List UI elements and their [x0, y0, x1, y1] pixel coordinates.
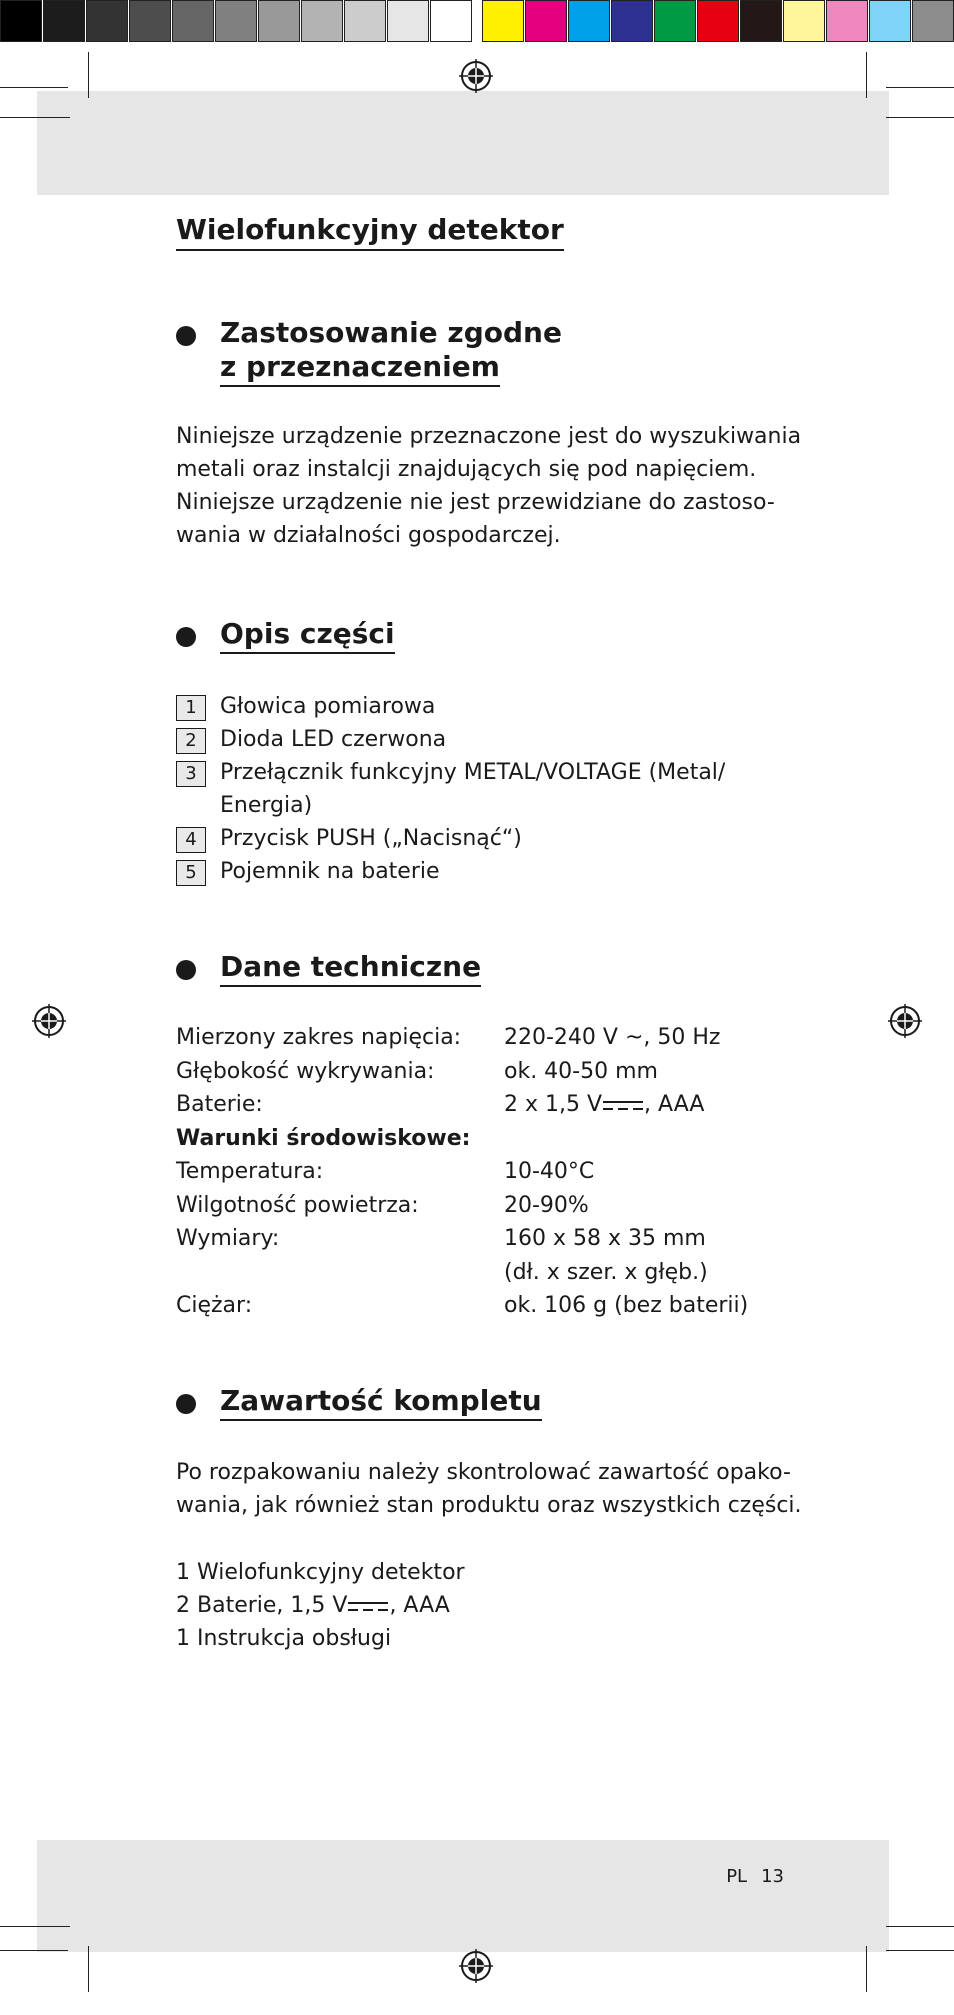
- heading-text: Zawartość kompletu: [220, 1384, 542, 1421]
- registration-mark-icon: [888, 1004, 922, 1038]
- top-gray-band: [37, 91, 889, 195]
- part-label-continued: Energia): [220, 793, 313, 818]
- spec-value: [504, 1088, 704, 1122]
- spec-label: Mierzony zakres napięcia:: [176, 1025, 462, 1050]
- part-number: 3: [176, 761, 206, 787]
- list-item: [176, 723, 725, 756]
- gray-swatch: [215, 0, 257, 42]
- battery-type: , AAA: [389, 1593, 450, 1618]
- spec-value: 220-240 V ~, 50 Hz: [504, 1025, 721, 1050]
- paragraph-line: wania w działalności gospodarczej.: [176, 523, 561, 548]
- color-swatch: [611, 0, 653, 42]
- part-number: 1: [176, 695, 206, 721]
- registration-mark-icon: [32, 1004, 66, 1038]
- spec-value: ok. 106 g (bez baterii): [504, 1293, 749, 1318]
- spec-value: 20-90%: [504, 1192, 589, 1218]
- spec-value-continued: (dł. x szer. x głęb.): [504, 1259, 708, 1285]
- part-label: Dioda LED czerwona: [220, 727, 447, 752]
- intended-use-paragraph: [176, 420, 801, 552]
- paragraph-line: Niniejsze urządzenie nie jest przewidziane do zastoso-: [176, 490, 775, 515]
- part-label: Głowica pomiarowa: [220, 694, 436, 719]
- color-swatch: [740, 0, 782, 42]
- spec-value: 10-40°C: [504, 1159, 595, 1184]
- color-swatch: [826, 0, 868, 42]
- parts-list: [176, 690, 725, 888]
- spec-label: Temperatura:: [176, 1159, 324, 1184]
- heading-text: Dane techniczne: [220, 950, 481, 987]
- bullet-icon: [176, 1394, 196, 1414]
- part-label: Przycisk PUSH („Nacisnąć“): [220, 826, 522, 851]
- spec-label: Głębokość wykrywania:: [176, 1058, 435, 1084]
- list-item: [176, 1589, 465, 1622]
- contents-paragraph: [176, 1456, 802, 1522]
- list-item: [176, 756, 725, 822]
- spec-value: ok. 40-50 mm: [504, 1058, 658, 1084]
- page-title: Wielofunkcyjny detektor: [176, 214, 564, 251]
- grayscale-color-bar: [0, 0, 473, 44]
- heading-line-2: z przeznaczeniem: [220, 350, 500, 387]
- spec-label: Ciężar:: [176, 1293, 253, 1318]
- part-number: 2: [176, 728, 206, 754]
- color-swatch: [568, 0, 610, 42]
- gray-swatch: [344, 0, 386, 42]
- bullet-icon: [176, 960, 196, 980]
- page-footer: [712, 1866, 784, 1887]
- gray-swatch: [258, 0, 300, 42]
- gray-swatch: [43, 0, 85, 42]
- color-swatch: [525, 0, 567, 42]
- cmyk-color-bar: [482, 0, 954, 44]
- color-swatch: [912, 0, 954, 42]
- color-swatch: [482, 0, 524, 42]
- list-item: 1 Instrukcja obsługi: [176, 1626, 392, 1651]
- list-item: [176, 855, 725, 888]
- battery-type: , AAA: [644, 1092, 705, 1117]
- gray-swatch: [430, 0, 472, 42]
- paragraph-line: Niniejsze urządzenie przeznaczone jest do wyszukiwania: [176, 424, 802, 449]
- gray-swatch: [129, 0, 171, 42]
- bullet-icon: [176, 326, 196, 346]
- contents-list: [176, 1556, 465, 1655]
- list-item: 1 Wielofunkcyjny detektor: [176, 1560, 465, 1585]
- color-swatch: [654, 0, 696, 42]
- color-swatch: [869, 0, 911, 42]
- part-number: 4: [176, 827, 206, 853]
- registration-mark-icon: [459, 1949, 493, 1983]
- spec-label: Wymiary:: [176, 1226, 280, 1251]
- list-item: [176, 822, 725, 855]
- color-swatch: [783, 0, 825, 42]
- registration-mark-icon: [459, 59, 493, 93]
- bullet-icon: [176, 627, 196, 647]
- page-number: 13: [761, 1866, 784, 1887]
- paragraph-line: Po rozpakowaniu należy skontrolować zawartość opako-: [176, 1460, 791, 1485]
- part-label: Pojemnik na baterie: [220, 859, 440, 884]
- gray-swatch: [172, 0, 214, 42]
- paragraph-line: wania, jak również stan produktu oraz wszystkich części.: [176, 1493, 802, 1518]
- gray-swatch: [301, 0, 343, 42]
- gray-swatch: [0, 0, 42, 42]
- bottom-gray-band: [37, 1840, 889, 1952]
- heading-text: Opis części: [220, 617, 395, 654]
- part-number: 5: [176, 860, 206, 886]
- heading-line-1: Zastosowanie zgodne: [220, 316, 562, 349]
- gray-swatch: [387, 0, 429, 42]
- list-item: [176, 690, 725, 723]
- spec-value: 160 x 58 x 35 mm: [504, 1226, 706, 1251]
- color-swatch: [697, 0, 739, 42]
- direct-current-icon: [348, 1599, 388, 1613]
- language-code: PL: [726, 1866, 748, 1887]
- direct-current-icon: [603, 1098, 643, 1112]
- battery-voltage: 2 x 1,5 V: [504, 1092, 603, 1117]
- spec-label: Wilgotność powietrza:: [176, 1192, 419, 1218]
- paragraph-line: metali oraz instalcji znajdujących się pod napięciem.: [176, 457, 757, 482]
- spec-label: Baterie:: [176, 1092, 263, 1117]
- spec-group-label: Warunki środowiskowe:: [176, 1125, 471, 1151]
- battery-voltage: 2 Baterie, 1,5 V: [176, 1593, 348, 1618]
- gray-swatch: [86, 0, 128, 42]
- part-label: Przełącznik funkcyjny METAL/VOLTAGE (Metal/: [220, 760, 726, 785]
